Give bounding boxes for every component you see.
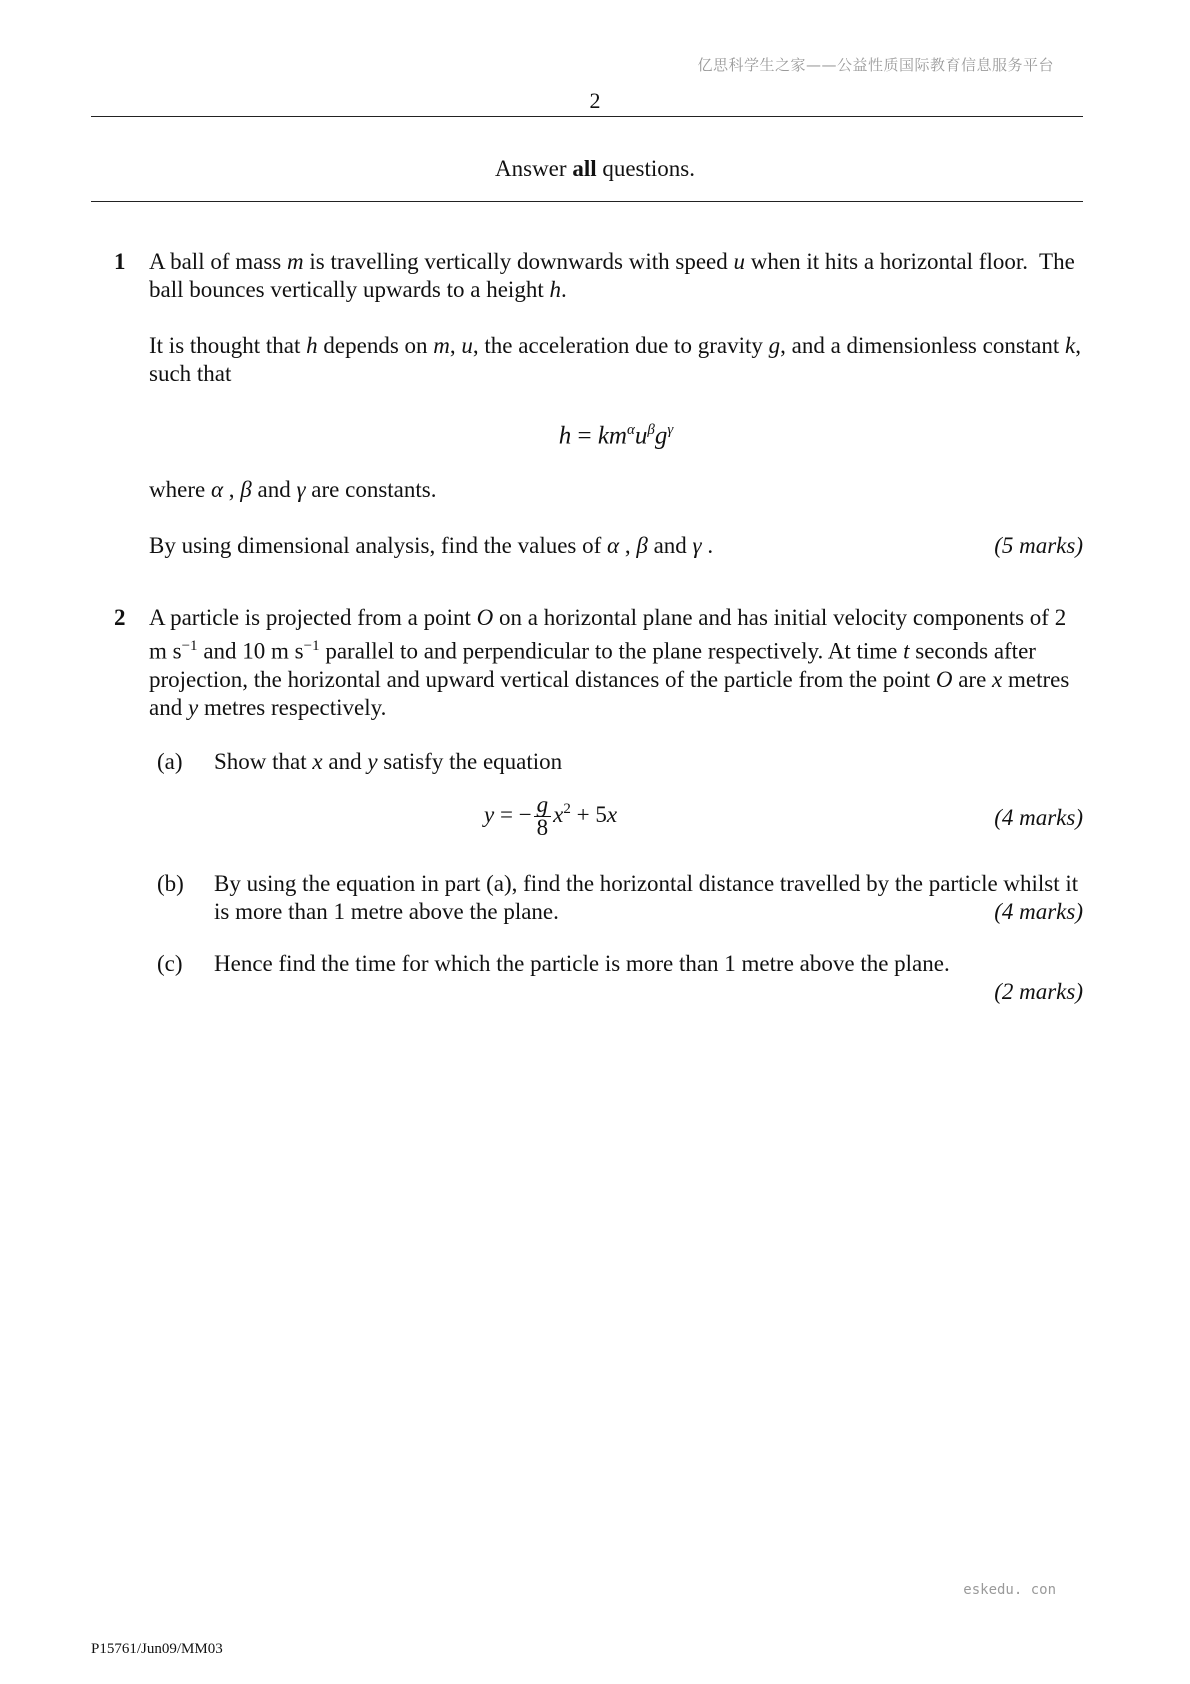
part-b <box>157 870 1083 926</box>
part-c-text: Hence find the time for which the particle is more than 1 metre above the plane. (2 marks) <box>214 950 1083 1004</box>
q1-paragraph-1: A ball of mass m is travelling vertically downwards with speed u when it hits a horizontal floor. The ball bounces vertically upwards to a height h. <box>149 249 1075 302</box>
q1-paragraph-2: It is thought that h depends on m, u, the acceleration due to gravity g, and a dimensionless constant k, such that <box>149 333 1081 386</box>
part-a-equation-row <box>214 790 1083 846</box>
q1-paragraph-3: where α , β and γ are constants. <box>149 477 437 503</box>
paper-code: P15761/Jun09/MM03 <box>91 1641 223 1657</box>
instruction: Answer all questions. <box>495 156 695 181</box>
part-a-text: Show that x and y satisfy the equation <box>214 748 563 774</box>
part-label: (c) <box>157 950 183 976</box>
marks-label: (4 marks) <box>994 804 1083 830</box>
question-2 <box>91 604 1083 1006</box>
question-1 <box>91 248 1083 588</box>
part-b-text: By using the equation in part (a), find the horizontal distance travelled by the particle whilst it is more than 1 metre above the plane. (4 marks) <box>214 870 1083 924</box>
top-rule <box>91 116 1083 117</box>
part-a-equation: y = − $\frac{g}{8}$ $x^2 + 5x$ <box>484 791 618 840</box>
question-number: 2 <box>114 605 126 630</box>
q1-paragraph-4: By using dimensional analysis, find the values of α , β and γ . (5 marks) <box>149 533 1083 559</box>
marks-label: (2 marks) <box>994 978 1083 1004</box>
q2-paragraph-1: A particle is projected from a point O on a horizontal plane and has initial velocity components of 2 m $s^{-1}$ and 10 m $s^{-1}$ parallel to and perpendicular to the plane respectively. At time t seconds after projection, the horizontal and upward vertical distances of the particle from the point O are x metres and y metres respectively. <box>149 605 1070 720</box>
marks-label: (4 marks) <box>994 898 1083 924</box>
footer-site-text: eskedu. con <box>963 1582 1056 1598</box>
part-a <box>157 748 1083 846</box>
part-label: (b) <box>157 870 184 896</box>
question-number: 1 <box>114 249 126 274</box>
page-number: 2 <box>589 88 601 113</box>
bottom-rule <box>91 201 1083 202</box>
marks-label: (5 marks) <box>994 533 1083 559</box>
part-label: (a) <box>157 748 183 774</box>
part-c <box>157 950 1083 1004</box>
q1-equation: $h = km^\alpha u^\beta g^\gamma$ <box>558 422 674 450</box>
watermark-text: 亿思科学生之家——公益性质国际教育信息服务平台 <box>697 56 1054 74</box>
